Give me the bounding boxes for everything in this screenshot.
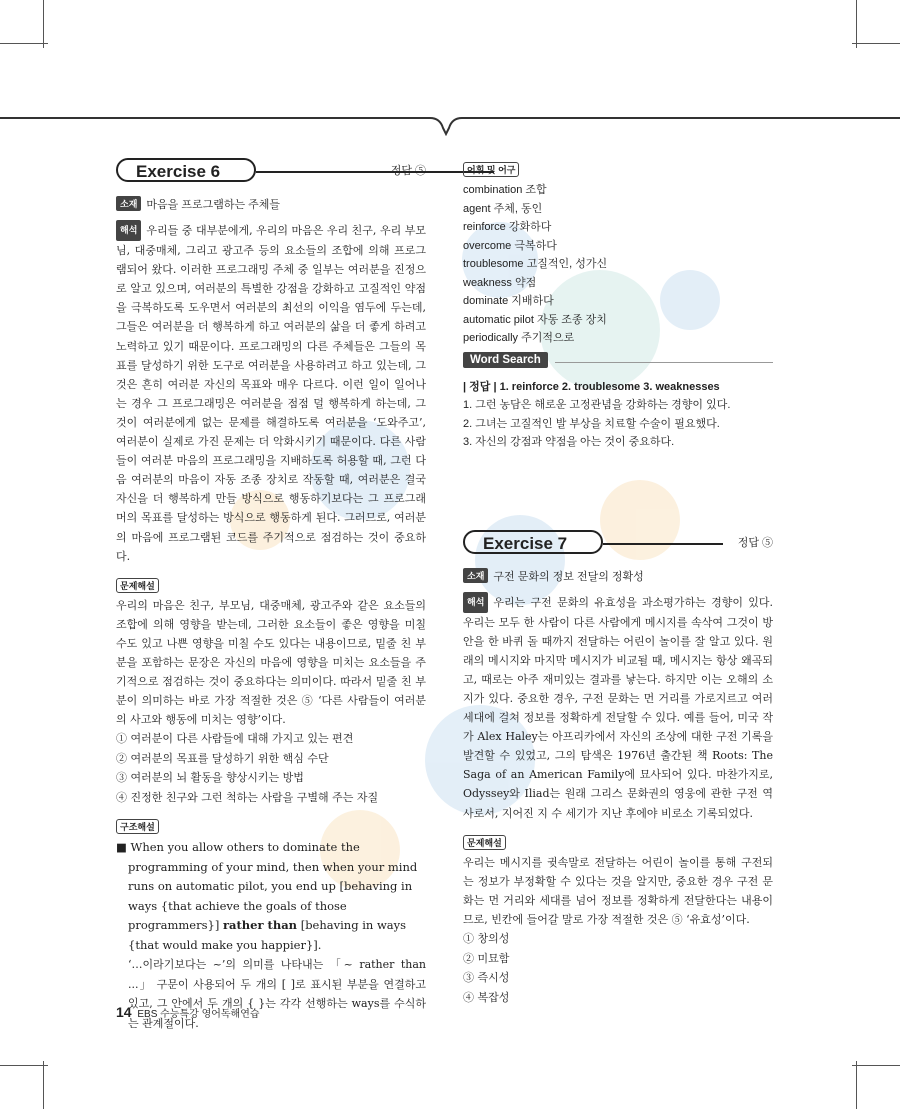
exercise-7-translation	[463, 592, 773, 823]
exercise-6-title: Exercise 6	[116, 158, 256, 182]
right-column	[463, 158, 773, 1007]
exercise-7-rule	[603, 543, 723, 545]
vocab-title: 어휘 및 어구	[463, 162, 519, 177]
vocab-item: agent 주체, 동인	[463, 202, 543, 215]
exercise-6-translation	[116, 220, 426, 566]
header-rule	[0, 116, 900, 136]
crop-mark	[43, 0, 44, 48]
vocab-item: weakness 약점	[463, 276, 537, 289]
vocab-item: troublesome 고질적인, 성가신	[463, 258, 608, 270]
word-search-header	[463, 352, 773, 370]
exercise-6-rule	[256, 171, 494, 173]
subject-tag: 소재	[116, 196, 141, 211]
structure-sentence	[116, 838, 426, 955]
explain-tag: 문제해설	[463, 835, 506, 850]
subject-tag: 소재	[463, 568, 488, 583]
structure-explanation: ‘…이라기보다는 ~’의 의미를 나타내는 「~ rather than ...」 구문이 사용되어 두 개의 [ ]로 표시된 부분을 연결하고 있고, 그 안에서 두 개의 { }는 각각 선행하는 ways를 수식하는 관계절이다.	[128, 958, 426, 1030]
exercise-7-header	[463, 530, 773, 556]
vocab-item: dominate 지배하다	[463, 295, 554, 307]
structure-tag: 구조해설	[116, 819, 159, 834]
word-search-answers: | 정답 | 1. reinforce 2. troublesome 3. weaknesses	[463, 380, 720, 393]
option: ② 미묘함	[463, 951, 510, 965]
translation-text: 우리들 중 대부분에게, 우리의 마음은 우리 친구, 우리 부모님, 대중매체, 그리고 광고주 등의 요소들의 조합에 의해 프로그램되어 왔다. 이러한 프로그래밍 주체 중 일부는 여러분을 진정으로 알고 있으며, 여러분의 특별한 강점을 강화하고 고질적인 약점을 극복하도록 도우면서 여러분의 최선의 이익을 염두에 두는데, 그들은 여러분을 더 행복하게 하고 여러분의 삶을 더 좋게 하려고 노력하고 있기 때문이다. 프로그래밍의 다른 주체들은 그들의 목표를 달성하기 위한 도구로 여러분을 사용하려고 하고 있는데, 그것은 흔히 여러분 자신의 목표와 매우 다르다. 이런 일이 일어나는 경우 그 프로그래밍은 여러분을 점점 덜 행복하게 하는데, 그것이 여러분에게 없는 문제를 해결하도록 여러분을 ‘도와주고’, 여러분이 실제로 가진 문제는 더 악화시키기 때문이다. 다른 사람들이 여러분 마음의 프로그래밍을 지배하도록 허용할 때, 그런 다음 여러분의 마음이 자동 조종 장치로 작동할 때, 여러분은 결국 자신을 더 행복하게 만들 방식으로 행동하기보다는 그 프로그래머의 목표를 달성하는 방식으로 행동하게 된다. 그러므로, 여러분의 마음에 프로그램된 코드를 주기적으로 점검하는 것이 중요하다.	[116, 224, 426, 563]
exercise-6-header	[116, 158, 426, 184]
translation-tag: 해석	[116, 220, 141, 241]
word-search-line: 2. 그녀는 고질적인 발 부상을 치료할 수술이 필요했다.	[463, 417, 720, 430]
word-search-title: Word Search	[463, 352, 548, 368]
crop-mark	[856, 0, 857, 48]
exercise-7-options	[463, 929, 773, 1007]
word-search-body	[463, 378, 773, 452]
exercise-6-options	[116, 729, 426, 807]
exercise-6-structure-head	[116, 815, 426, 834]
vocab-item: overcome 극복하다	[463, 239, 557, 252]
translation-text: 우리는 구전 문화의 유효성을 과소평가하는 경향이 있다. 우리는 모두 한 사람이 다른 사람에게 메시지를 속삭여 그것이 방 안을 한 바퀴 돌 때까지 전달하는 어린이 놀이를 잘 알고 있다. 원래의 메시지와 마지막 메시지가 비교될 때, 메시지는 항상 왜곡되고, 때로는 아주 재미있는 결과를 낳는다. 하지만 이는 오해의 소지가 있다. 중요한 경우, 구전 문화는 먼 거리를 가로지르고 여러 세대에 걸쳐 정보를 정확하게 전달할 수 있다. 예를 들어, 미국 작가 Alex Haley는 아프리카에서 자신의 조상에 대한 구전 기록을 발견할 수 있었고, 그의 탐색은 1976년 출간된 책 Roots: The Saga of an American Family에 묘사되어 있다. 마찬가지로, Odyssey와 Iliad는 원래 그리스 문화권의 영웅에 관한 구전 역사로서, 지어진 지 수 세기가 지난 후에야 비로소 기록되었다.	[463, 595, 773, 820]
exercise-6-subject	[116, 196, 426, 212]
crop-mark	[0, 1065, 48, 1066]
vocab-list	[463, 181, 773, 348]
vocab-item: periodically 주기적으로	[463, 332, 575, 344]
crop-mark	[852, 43, 900, 44]
word-search-rule	[555, 362, 773, 363]
book-title: EBS 수능특강 영어독해연습	[137, 1009, 260, 1020]
structure-en-part1: ■ When you allow others to dominate the programming of your mind, then when your mind runs on automatic pilot, you end up [behaving in ways {that achieve the goals of those programmers}]	[116, 840, 418, 933]
option: ① 여러분이 다른 사람들에 대해 가지고 있는 편견	[116, 732, 354, 746]
exercise-6-explanation: 우리의 마음은 친구, 부모님, 대중매체, 광고주와 같은 요소들의 조합에 의해 영향을 받는데, 그러한 요소들이 좋은 영향을 미칠 수도 있고 나쁜 영향을 미칠 수도 있다는 내용이므로, 밑줄 친 부분을 포함하는 문장은 자신의 마음에 영향을 미치는 요소들을 주기적으로 점검하는 것이 중요하다는 의미이다. 따라서 밑줄 친 부분이 의미하는 바로 가장 적절한 것은 ⑤ ‘다른 사람들이 여러분의 사고와 행동에 미치는 영향’이다.	[116, 598, 426, 727]
exercise-7-subject	[463, 568, 773, 584]
exercise-7-explain-head	[463, 831, 773, 850]
option: ④ 복잡성	[463, 990, 510, 1004]
exercise-7-answer: 정답 ⑤	[737, 536, 773, 549]
vocab-section	[463, 158, 773, 348]
subject-text: 마음을 프로그램하는 주체들	[146, 199, 281, 211]
exercise-6-explain-head	[116, 574, 426, 593]
subject-text: 구전 문화의 정보 전달의 정확성	[493, 570, 644, 583]
left-column	[116, 158, 426, 1033]
option: ④ 진정한 친구와 그런 척하는 사람을 구별해 주는 자질	[116, 790, 379, 804]
option: ② 여러분의 목표를 달성하기 위한 핵심 수단	[116, 751, 329, 765]
word-search-line: 3. 자신의 강점과 약점을 아는 것이 중요하다.	[463, 436, 675, 448]
vocab-item: automatic pilot 자동 조종 장치	[463, 313, 607, 326]
structure-bold: rather than	[222, 918, 298, 933]
exercise-7-explanation: 우리는 메시지를 귓속말로 전달하는 어린이 놀이를 통해 구전되는 정보가 부정확할 수 있다는 것을 알지만, 중요한 경우 구전 문화는 먼 거리와 세대를 넘어 정보를 정확하게 전달한다는 내용이므로, 빈칸에 들어갈 말로 가장 적절한 것은 ⑤ ‘유효성’이다.	[463, 855, 773, 926]
option: ③ 여러분의 뇌 활동을 향상시키는 방법	[116, 771, 304, 785]
crop-mark	[856, 1061, 857, 1109]
vocab-item: combination 조합	[463, 184, 547, 196]
page-footer	[116, 1004, 260, 1020]
translation-tag: 해석	[463, 592, 488, 613]
exercise-7-title: Exercise 7	[463, 530, 603, 554]
page-number: 14	[116, 1004, 132, 1020]
explain-tag: 문제해설	[116, 578, 159, 593]
word-search-line: 1. 그런 농담은 해로운 고정관념을 강화하는 경향이 있다.	[463, 399, 731, 411]
option: ③ 즉시성	[463, 971, 510, 984]
crop-mark	[0, 43, 48, 44]
exercise-6-answer: 정답 ⑤	[390, 165, 426, 177]
crop-mark	[852, 1065, 900, 1066]
crop-mark	[43, 1061, 44, 1109]
structure-en-part2: [behaving in ways {that would make you happier}].	[128, 918, 407, 952]
vocab-item: reinforce 강화하다	[463, 221, 552, 233]
option: ① 창의성	[463, 932, 510, 945]
